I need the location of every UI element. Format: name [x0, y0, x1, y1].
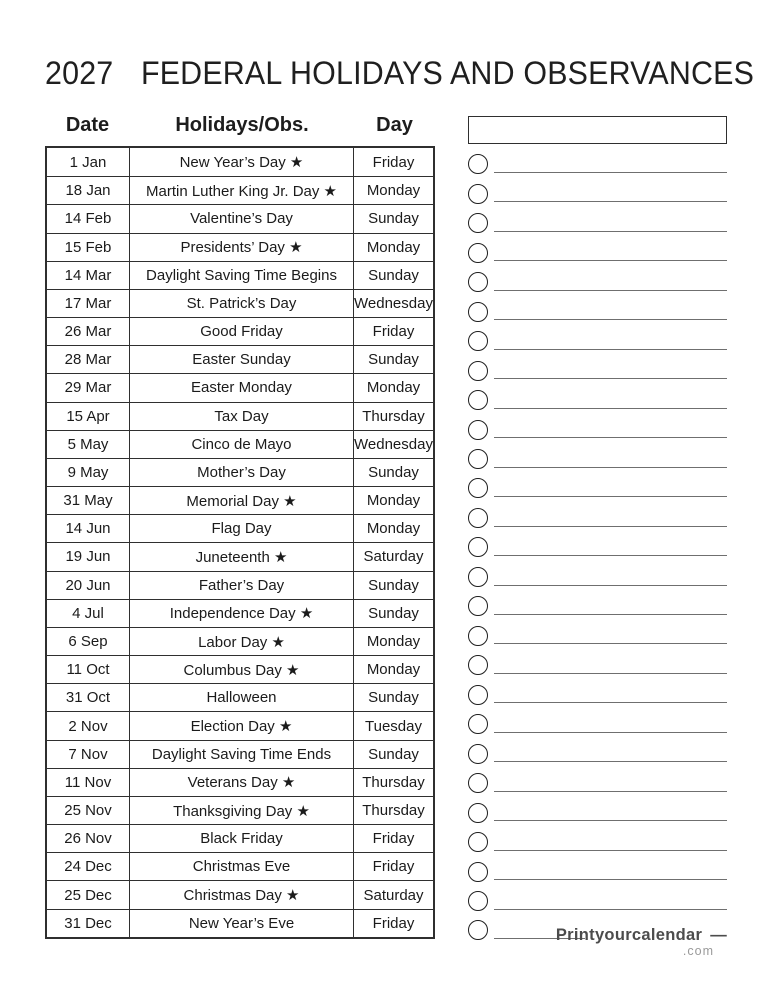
date-cell: 15 Apr	[47, 403, 130, 430]
brand-logo	[556, 926, 727, 958]
note-line	[494, 260, 727, 261]
note-line	[494, 643, 727, 644]
title-text: FEDERAL HOLIDAYS AND OBSERVANCES	[140, 55, 755, 91]
date-cell: 26 Mar	[47, 318, 130, 345]
table-row	[47, 317, 433, 345]
note-row	[468, 267, 727, 296]
holiday-cell: Valentine’s Day	[130, 205, 354, 232]
day-cell: Saturday	[363, 886, 424, 904]
date-cell: 26 Nov	[47, 825, 130, 852]
note-line	[494, 349, 727, 350]
date-cell: 14 Jun	[47, 515, 130, 542]
brand-name: Printyourcalendar	[555, 925, 703, 944]
date-cell: 19 Jun	[47, 543, 130, 570]
note-line	[494, 702, 727, 703]
note-row-last	[468, 916, 727, 958]
table-row	[47, 204, 433, 232]
table-row	[47, 176, 433, 204]
date-cell: 28 Mar	[47, 346, 130, 373]
date-cell: 25 Nov	[47, 797, 130, 824]
note-line	[494, 467, 727, 468]
table-row	[47, 655, 433, 683]
header-holidays: Holidays/Obs.	[175, 114, 309, 136]
holiday-cell: Election Day ★	[130, 712, 354, 739]
day-cell: Sunday	[368, 210, 419, 228]
table-row	[47, 571, 433, 599]
holiday-cell: Martin Luther King Jr. Day ★	[130, 177, 354, 204]
day-cell: Monday	[366, 182, 421, 200]
table-column-headers	[45, 112, 435, 138]
holiday-cell: Tax Day	[130, 403, 354, 430]
day-cell: Sunday	[368, 604, 419, 622]
note-line	[494, 791, 727, 792]
note-row	[468, 297, 727, 326]
date-cell: 31 Oct	[47, 684, 130, 711]
table-row	[47, 740, 433, 768]
note-circle-icon	[468, 803, 488, 823]
day-cell: Friday	[372, 830, 415, 848]
date-cell: 11 Nov	[47, 769, 130, 796]
table-row	[47, 430, 433, 458]
day-cell: Sunday	[368, 576, 419, 594]
table-row	[47, 852, 433, 880]
date-cell: 31 Dec	[47, 910, 130, 937]
table-row	[47, 824, 433, 852]
day-cell: Sunday	[368, 745, 419, 763]
note-row	[468, 768, 727, 797]
day-cell: Friday	[372, 858, 415, 876]
note-row	[468, 562, 727, 591]
holiday-cell: St. Patrick’s Day	[130, 290, 354, 317]
note-row	[468, 503, 727, 532]
date-cell: 29 Mar	[47, 374, 130, 401]
holiday-cell: New Year’s Eve	[130, 910, 354, 937]
note-circle-icon	[468, 773, 488, 793]
note-line	[494, 909, 727, 910]
title-year: 2027	[45, 55, 114, 91]
table-row	[47, 627, 433, 655]
note-circle-icon	[468, 184, 488, 204]
holiday-cell: Juneteenth ★	[130, 543, 354, 570]
table-row	[47, 542, 433, 570]
brand-dash: —	[710, 925, 727, 944]
holiday-cell: Halloween	[130, 684, 354, 711]
note-circle-icon	[468, 154, 488, 174]
date-cell: 7 Nov	[47, 741, 130, 768]
holiday-cell: Black Friday	[130, 825, 354, 852]
date-cell: 25 Dec	[47, 881, 130, 908]
holiday-cell: Christmas Day ★	[130, 881, 354, 908]
note-circle-icon	[468, 714, 488, 734]
table-row	[47, 880, 433, 908]
notes-title-box	[468, 116, 727, 144]
day-cell: Sunday	[368, 689, 419, 707]
date-cell: 20 Jun	[47, 572, 130, 599]
table-row	[47, 289, 433, 317]
date-cell: 17 Mar	[47, 290, 130, 317]
note-circle-icon	[468, 390, 488, 410]
table-row	[47, 148, 433, 176]
date-cell: 5 May	[47, 431, 130, 458]
day-cell: Monday	[366, 520, 421, 538]
date-cell: 18 Jan	[47, 177, 130, 204]
brand-tld: .com	[682, 943, 714, 958]
day-cell: Monday	[366, 492, 421, 510]
note-row	[468, 857, 727, 886]
table-row	[47, 683, 433, 711]
holiday-cell: Daylight Saving Time Begins	[130, 262, 354, 289]
day-cell: Friday	[372, 153, 415, 171]
note-row	[468, 238, 727, 267]
note-row	[468, 385, 727, 414]
note-circle-icon	[468, 478, 488, 498]
holiday-cell: Presidents’ Day ★	[130, 234, 354, 261]
date-cell: 6 Sep	[47, 628, 130, 655]
note-line	[494, 761, 727, 762]
table-row	[47, 909, 433, 937]
day-cell: Sunday	[368, 266, 419, 284]
note-circle-icon	[468, 891, 488, 911]
table-row	[47, 261, 433, 289]
note-line	[494, 201, 727, 202]
table-row	[47, 711, 433, 739]
holiday-cell: Daylight Saving Time Ends	[130, 741, 354, 768]
day-cell: Thursday	[362, 773, 425, 791]
note-line	[494, 408, 727, 409]
day-cell: Saturday	[363, 548, 424, 566]
note-circle-icon	[468, 213, 488, 233]
holiday-cell: Columbus Day ★	[130, 656, 354, 683]
note-row	[468, 533, 727, 562]
note-line	[494, 496, 727, 497]
day-cell: Monday	[366, 379, 421, 397]
note-circle-icon	[468, 920, 488, 940]
day-cell: Monday	[366, 661, 421, 679]
table-row	[47, 373, 433, 401]
note-row	[468, 356, 727, 385]
note-line	[494, 585, 727, 586]
note-line	[494, 673, 727, 674]
note-row	[468, 651, 727, 680]
note-circle-icon	[468, 420, 488, 440]
day-cell: Thursday	[362, 407, 425, 425]
header-day: Day	[376, 114, 413, 136]
note-line	[494, 378, 727, 379]
note-row	[468, 827, 727, 856]
note-circle-icon	[468, 302, 488, 322]
note-row	[468, 474, 727, 503]
note-row	[468, 710, 727, 739]
day-cell: Wednesday	[354, 294, 433, 312]
note-line	[494, 290, 727, 291]
page-title	[45, 57, 754, 89]
note-row	[468, 179, 727, 208]
note-line	[494, 820, 727, 821]
notes-list	[468, 150, 727, 958]
note-line	[494, 555, 727, 556]
note-circle-icon	[468, 272, 488, 292]
note-circle-icon	[468, 567, 488, 587]
note-row	[468, 592, 727, 621]
note-line	[494, 732, 727, 733]
table-row	[47, 345, 433, 373]
note-circle-icon	[468, 832, 488, 852]
note-circle-icon	[468, 449, 488, 469]
note-row	[468, 739, 727, 768]
day-cell: Tuesday	[365, 717, 422, 735]
brand-name-line	[556, 926, 727, 945]
holiday-cell: Easter Monday	[130, 374, 354, 401]
day-cell: Wednesday	[354, 435, 433, 453]
table-row	[47, 514, 433, 542]
day-cell: Friday	[372, 323, 415, 341]
table-row	[47, 233, 433, 261]
note-circle-icon	[468, 685, 488, 705]
note-line	[494, 172, 727, 173]
note-circle-icon	[468, 626, 488, 646]
date-cell: 15 Feb	[47, 234, 130, 261]
note-circle-icon	[468, 744, 488, 764]
table-row	[47, 458, 433, 486]
table-row	[47, 768, 433, 796]
holiday-cell: Easter Sunday	[130, 346, 354, 373]
holidays-table	[45, 146, 435, 939]
note-row	[468, 886, 727, 915]
day-cell: Friday	[372, 914, 415, 932]
date-cell: 11 Oct	[47, 656, 130, 683]
day-cell: Thursday	[362, 802, 425, 820]
note-circle-icon	[468, 596, 488, 616]
date-cell: 14 Mar	[47, 262, 130, 289]
holiday-cell: New Year’s Day ★	[130, 148, 354, 176]
day-cell: Sunday	[368, 351, 419, 369]
table-row	[47, 402, 433, 430]
date-cell: 9 May	[47, 459, 130, 486]
holiday-cell: Christmas Eve	[130, 853, 354, 880]
note-circle-icon	[468, 655, 488, 675]
table-row	[47, 796, 433, 824]
note-line	[494, 614, 727, 615]
date-cell: 24 Dec	[47, 853, 130, 880]
note-row	[468, 209, 727, 238]
holiday-cell: Flag Day	[130, 515, 354, 542]
holiday-cell: Labor Day ★	[130, 628, 354, 655]
note-circle-icon	[468, 862, 488, 882]
note-line	[494, 231, 727, 232]
holiday-cell: Good Friday	[130, 318, 354, 345]
note-circle-icon	[468, 361, 488, 381]
note-row	[468, 444, 727, 473]
table-row	[47, 486, 433, 514]
holiday-cell: Mother’s Day	[130, 459, 354, 486]
date-cell: 2 Nov	[47, 712, 130, 739]
holiday-cell: Veterans Day ★	[130, 769, 354, 796]
note-row	[468, 150, 727, 179]
note-row	[468, 798, 727, 827]
holiday-cell: Thanksgiving Day ★	[130, 797, 354, 824]
note-line	[494, 879, 727, 880]
note-circle-icon	[468, 508, 488, 528]
note-circle-icon	[468, 537, 488, 557]
day-cell: Monday	[366, 633, 421, 650]
note-line	[494, 437, 727, 438]
date-cell: 4 Jul	[47, 600, 130, 627]
header-date: Date	[65, 114, 110, 136]
note-line	[494, 319, 727, 320]
holiday-cell: Independence Day ★	[130, 600, 354, 627]
note-row	[468, 326, 727, 355]
note-line	[494, 850, 727, 851]
date-cell: 31 May	[47, 487, 130, 514]
note-circle-icon	[468, 243, 488, 263]
note-line	[494, 526, 727, 527]
holiday-cell: Father’s Day	[130, 572, 354, 599]
note-row	[468, 415, 727, 444]
holiday-cell: Memorial Day ★	[130, 487, 354, 514]
holiday-cell: Cinco de Mayo	[130, 431, 354, 458]
note-circle-icon	[468, 331, 488, 351]
day-cell: Sunday	[368, 463, 419, 481]
date-cell: 1 Jan	[47, 148, 130, 176]
date-cell: 14 Feb	[47, 205, 130, 232]
note-row	[468, 621, 727, 650]
day-cell: Monday	[366, 238, 421, 256]
note-row	[468, 680, 727, 709]
table-row	[47, 599, 433, 627]
